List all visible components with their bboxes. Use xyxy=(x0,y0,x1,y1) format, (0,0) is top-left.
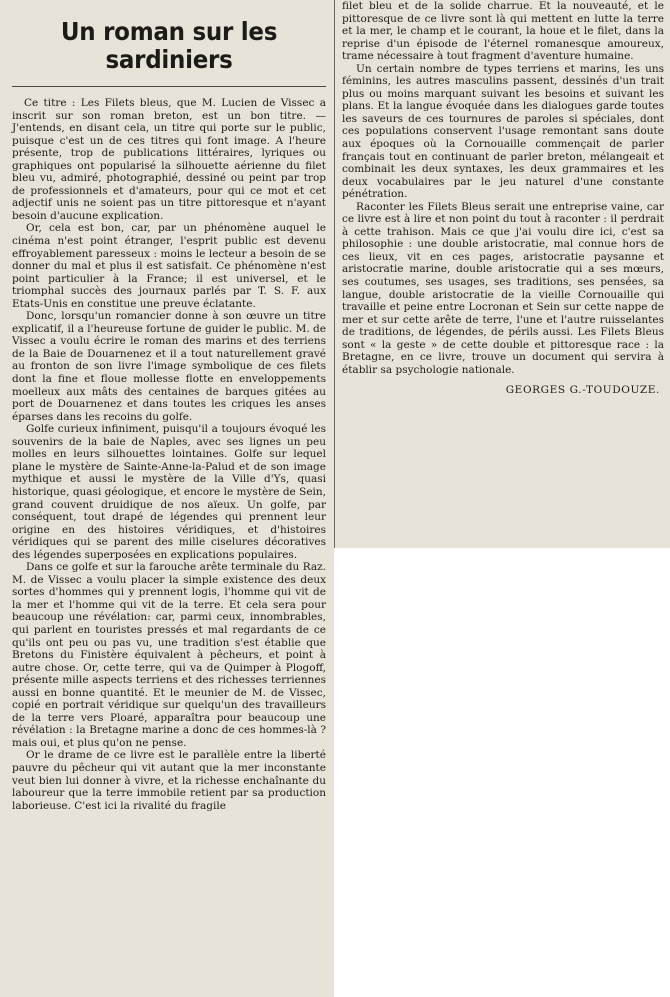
paragraph: Or le drame de ce livre est le parallèle entre la liberté pauvre du pêcheur qui vit autant que la mer inconstante veut bien lui donner à vivre, et la richesse enchaînante du laboureur que la terre immobile retient par sa production laborieuse. C'est ici la rivalité du fragile xyxy=(12,749,326,812)
paragraph: Or, cela est bon, car, par un phénomène auquel le cinéma n'est point étranger, l'esprit public est devenu effroyablement paresseux : moins le lecteur a besoin de se donner du mal et plus il est satisfait. Ce phénomène n'est point particulier à la France; il est universel, et le triomphal succès des journaux parlés par T. S. F. aux Etats-Unis en constitue une preuve éclatante. xyxy=(12,222,326,310)
paragraph: Dans ce golfe et sur la farouche arête terminale du Raz. M. de Vissec a voulu placer la simple existence des deux sortes d'hommes qui y prennent logis, l'homme qui vit de la mer et l'homme qui vit de la terre. Et cela sera pour beaucoup une révélation: car, parmi ceux, innombrables, qui parlent en touristes pressés et mal regardants de ce qu'ils ont peu ou pas vu, une tradition s'est établie que Bretons du Finistère équivalent à pêcheurs, et point à autre chose. Or, cette terre, qui va de Quimper à Plogoff, présente mille aspects terriens et des richesses terriennes aussi en bonne quantité. Et le meunier de M. de Vissec, copié en portrait véridique sur quelqu'un des travailleurs de la terre vers Ploaré, apparaîtra pour beaucoup une révélation : la Bretagne marine a donc de ces hommes-là ? mais oui, et plus qu'on ne pense. xyxy=(12,561,326,749)
right-column xyxy=(334,0,670,548)
paragraph: Raconter les Filets Bleus serait une entreprise vaine, car ce livre est à lire et non point du tout à raconter : il perdrait à cette trahison. Mais ce que j'ai voulu dire ici, c'est sa philosophie : une double aristocratie, mal connue hors de ces lieux, vit en ces pages, aristocratie paysanne et aristocratie marine, double aristocratie qui a ses mœurs, ses coutumes, ses usages, ses traditions, ses pensées, sa langue, double aristocratie de la vieille Cornouaille qui travaille et peine entre Locronan et Sein sur cette nappe de mer et sur cette arête de terre, l'une et l'autre ruisselantes de traditions, de légendes, de périls aussi. Les Filets Bleus sont « la geste » de cette double et pittoresque race : la Bretagne, en ce livre, trouve un document qui servira à établir sa psychologie nationale. xyxy=(342,200,664,376)
paragraph: Donc, lorsqu'un romancier donne à son œuvre un titre explicatif, il a l'heureuse fortune de guider le public. M. de Vissec a voulu écrire le roman des marins et des terriens de la Baie de Douarnenez et il a tout naturellement gravé au fronton de son livre l'image symbolique de ces filets dont la fine et floue mollesse flotte en enveloppements moelleux aux mâts des centaines de barques gitées au port de Douarnenez et dans toutes les criques les anses éparses dans les recoins du golfe. xyxy=(12,310,326,423)
author-signature: GEORGES G.-TOUDOUZE. xyxy=(505,384,660,397)
column-divider xyxy=(334,0,335,548)
paragraph: Golfe curieux infiniment, puisqu'il a toujours évoqué les souvenirs de la baie de Naples, avec ses lignes un peu molles en leurs silhouettes lointaines. Golfe sur lequel plane le mystère de Sainte-Anne-la-Palud et de son image mythique et aussi le mystère de la Ville d'Ys, quasi historique, quasi géologique, et encore le mystère de Sein, grand couvent druidique de nos aïeux. Un golfe, par conséquent, tout drapé de légendes qui prennent leur origine en des histoires véridiques, et d'histoires véridiques qui se parent des mille ciselures décoratives des légendes superposées en explications populaires. xyxy=(12,423,326,561)
article-title: Un roman sur les sardiniers xyxy=(60,17,278,74)
paragraph: Ce titre : Les Filets bleus, que M. Lucien de Vissec a inscrit sur son roman breton, est un bon titre. — J'entends, en disant cela, un titre qui porte sur le public, puisque c'est un de ces titres qui font image. A l'heure présente, trop de publications littéraires, lyriques ou graphiques ont popularisé la silhouette aérienne du filet bleu vu, admiré, photographié, dessiné ou peint par trop de professionnels et d'amateurs, pour qui ce mot et cet adjectif unis ne soient pas un titre pittoresque et n'ayant besoin d'aucune explication. xyxy=(12,97,326,222)
paragraph: filet bleu et de la solide charrue. Et la nouveauté, et le pittoresque de ce livre sont là qui mettent en lutte la terre et la mer, le champ et le courant, la houe et le filet, dans la reprise d'un épisode de l'éternel romanesque amoureux, trame nécessaire à tout fragment d'aventure humaine. xyxy=(342,0,664,63)
title-rule xyxy=(12,86,326,87)
paragraph: Un certain nombre de types terriens et marins, les uns féminins, les autres masculins passent, dessinés d'un trait plus ou moins marquant suivant les besoins et suivant les plans. Et la langue évoquée dans les dialogues garde toutes les saveurs de ces tournures de paroles si spéciales, dont ces populations conservent l'usage remontant sans doute aux époques où la Cornouaille commençait de parler français tout en continuant de parler breton, mélangeait et combinait les deux syntaxes, les deux grammaires et les deux vocabulaires par le jeu naturel d'une constante pénétration. xyxy=(342,62,664,201)
left-column xyxy=(0,0,334,997)
